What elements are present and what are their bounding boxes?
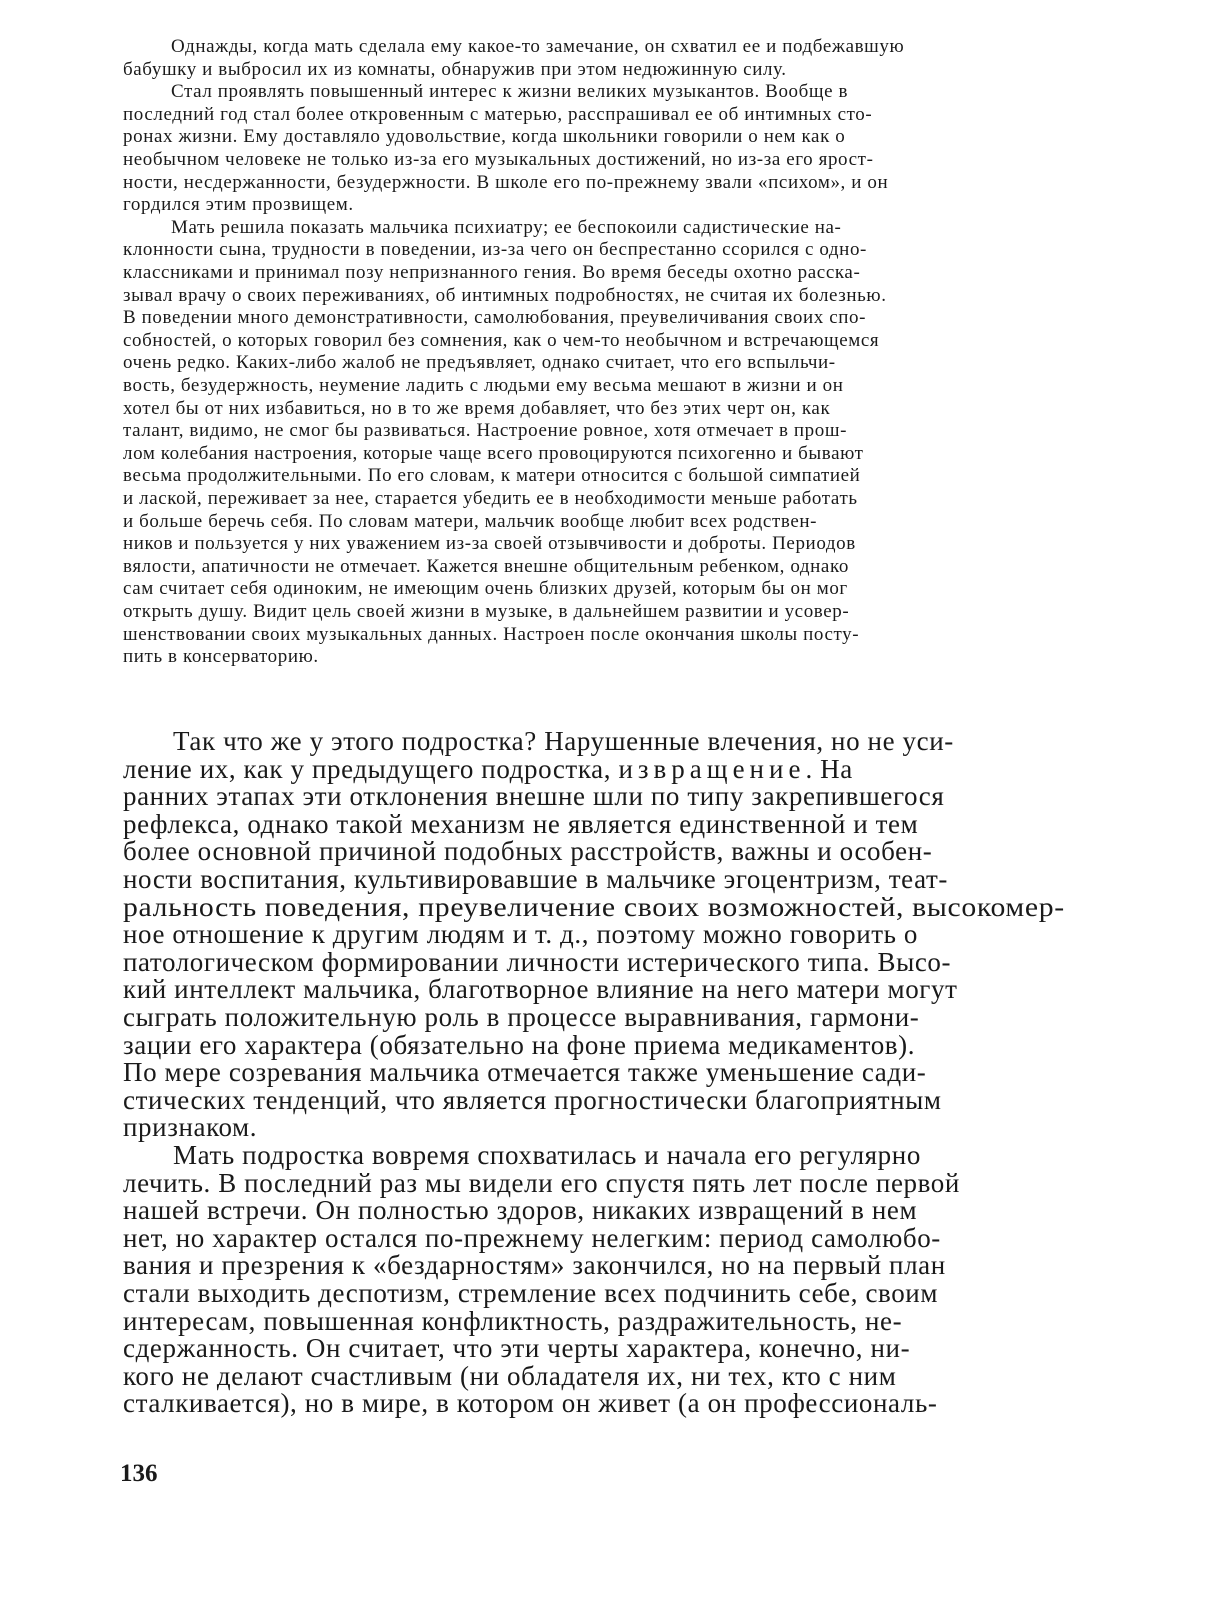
main-line: ральность поведения, преувеличение своих возможностей, высокомер- [123,891,1065,922]
main-line: рефлекса, однако такой механизм не является единственной и тем [123,808,919,839]
main-line: кого не делают счастливым (ни обладателя их, ни тех, кто с ним [123,1360,897,1391]
case-line: Стал проявлять повышенный интерес к жизни великих музыкантов. Вообще в [171,81,849,103]
main-line: Мать подростка вовремя спохватилась и начала его регулярно [173,1140,921,1170]
case-line: необычном человеке не только из-за его музыкальных достижений, но из-за его ярост- [123,149,874,170]
main-line: Так что же у этого подростка? Нарушенные влечения, но не уси- [173,726,954,756]
main-line: ное отношение к другим людям и т. д., поэтому можно говорить о [123,919,919,950]
case-line: весьма продолжительными. По его словам, к матери относится с большой симпатией [123,465,861,487]
case-line: и больше беречь себя. По словам матери, мальчик вообще любит всех родствен- [123,510,818,532]
case-line: шенствовании своих музыкальных данных. Настроен после окончания школы посту- [123,623,860,645]
case-line: открыть душу. Видит цель своей жизни в музыке, в дальнейшем развитии и усовер- [123,601,850,622]
main-line: зации его характера (обязательно на фоне приема медикаментов). [123,1029,916,1060]
case-line: вость, безудержность, неумение ладить с людьми ему весьма мешают в жизни и он [123,375,844,396]
case-line: ников и пользуется у них уважением из-за своей отзывчивости и доброты. Периодов [123,533,856,555]
main-line: вания и презрения к «бездарностям» закончился, но на первый план [123,1250,946,1281]
case-line: лом колебания настроения, которые чаще всего провоцируются психогенно и бывают [123,442,864,464]
main-line: ранних этапах эти отклонения внешне шли по типу закрепившегося [123,781,945,812]
main-line: По мере созревания мальчика отмечается также уменьшение сади- [123,1057,927,1088]
main-line: сыграть положительную роль в процессе выравнивания, гармони- [123,1002,920,1032]
case-line: Мать решила показать мальчика психиатру; ее беспокоили садистические на- [171,216,842,238]
main-line: стических тенденций, что является прогностически благоприятным [123,1084,942,1115]
case-line: и лаской, переживает за нее, старается убедить ее в необходимости меньше работать [123,488,858,509]
case-line: пить в консерваторию. [123,646,319,668]
page-number: 136 [120,1460,158,1487]
case-line: собностей, о которых говорил без сомнения, как о чем-то необычном и встречающемся [123,329,880,351]
case-line: последний год стал более откровенным с матерью, расспрашивал ее об интимных сто- [123,103,873,125]
case-line: зывал врачу о своих переживаниях, об интимных подробностях, не считая их болезнью. [123,284,887,306]
main-line: нет, но характер остался по-прежнему нелегким: период самолюбо- [123,1222,941,1253]
case-line: бабушку и выбросил их из комнаты, обнаружив при этом недюжинную силу. [123,58,787,80]
case-line: вялости, апатичности не отмечает. Кажется внешне общительным ребенком, однако [123,555,849,577]
main-line: нашей встречи. Он полностью здоров, никаких извращений в нем [123,1195,918,1226]
main-line: более основной причиной подобных расстройств, важны и особен- [123,836,933,867]
main-line: патологическом формировании личности истерического типа. Высо- [123,946,952,977]
main-line: интересам, повышенная конфликтность, раздражительность, не- [123,1305,903,1336]
case-line: классниками и принимал позу непризнанного гения. Во время беседы охотно расска- [123,262,861,283]
case-line: клонности сына, трудности в поведении, из-за чего он беспрестанно ссорился с одно- [123,239,867,261]
main-line: ности воспитания, культивировавшие в мальчике эгоцентризм, теат- [123,864,948,894]
main-line: лечить. В последний раз мы видели его спустя пять лет после первой [123,1167,960,1198]
case-line: Однажды, когда мать сделала ему какое-то замечание, он схватил ее и подбежавшую [171,36,905,57]
case-line: ронах жизни. Ему доставляло удовольствие, когда школьники говорили о нем как о [123,126,846,148]
line-segment: ление их, как у предыдущего подростка, [123,753,619,784]
case-line: талант, видимо, не смог бы развиваться. Настроение ровное, хотя отмечает в прош- [123,420,848,442]
case-line: ности, несдержанности, безудержности. В школе его по-прежнему звали «психом», и он [123,171,889,193]
main-line [123,753,853,784]
main-line: кий интеллект мальчика, благотворное влияние на него матери могут [123,974,958,1005]
case-line: хотел бы от них избавиться, но в то же время добавляет, что без этих черт он, как [123,397,831,419]
emphasized-word: извращение [618,753,806,784]
main-line: сталкивается), но в мире, в котором он живет (а он профессиональ- [123,1388,938,1419]
line-segment: . На [805,753,853,784]
case-line: сам считает себя одиноким, не имеющим очень близких друзей, которым бы он мог [123,578,848,600]
case-line: гордился этим прозвищем. [123,194,354,216]
main-line: стали выходить деспотизм, стремление всех подчинить себе, своим [123,1278,939,1308]
case-line: В поведении много демонстративности, самолюбования, преувеличивания своих спо- [123,307,867,329]
main-line: сдержанность. Он считает, что эти черты характера, конечно, ни- [123,1333,911,1364]
case-line: очень редко. Каких-либо жалоб не предъявляет, однако считает, что его вспыльчи- [123,352,836,374]
main-line: признаком. [123,1112,258,1143]
